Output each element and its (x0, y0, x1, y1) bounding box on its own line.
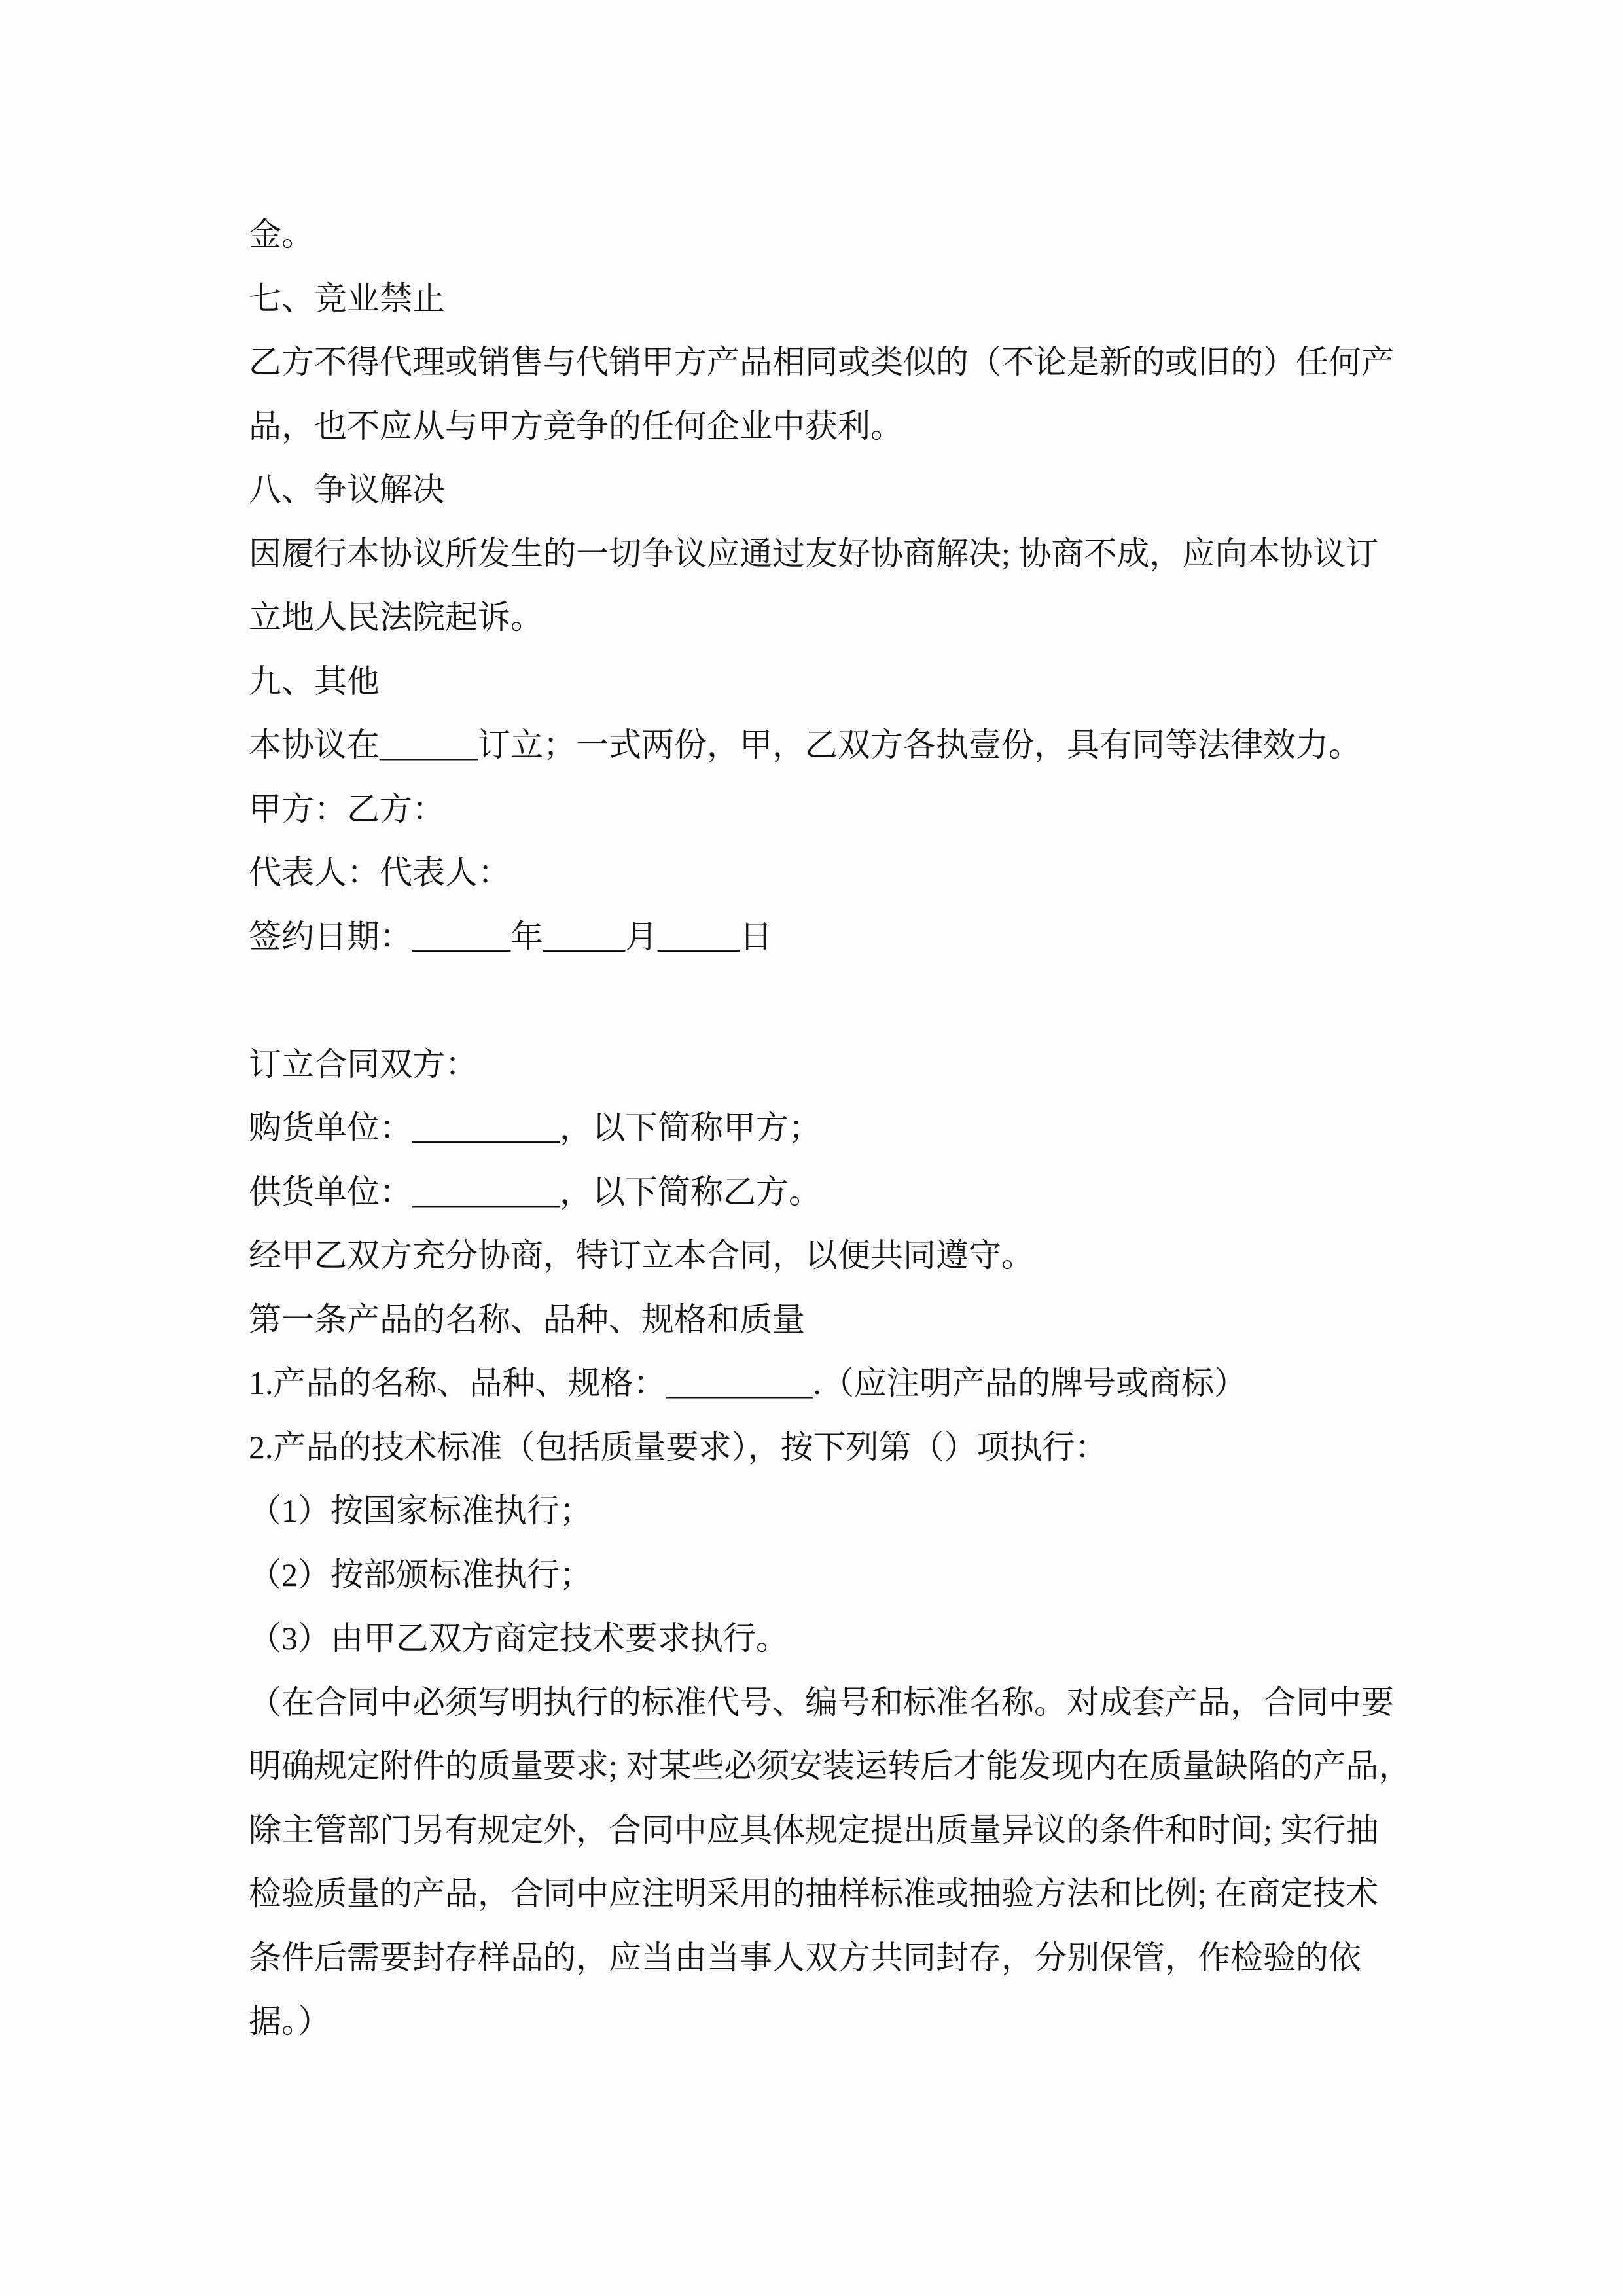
parties-intro-line: 订立合同双方： (249, 1045, 478, 1083)
text-line: 因履行本协议所发生的一切争议应通过友好协商解决; 协商不成，应向本协议订 (249, 535, 1379, 572)
section-heading: 第一条产品的名称、品种、规格和质量 (249, 1300, 805, 1338)
buyer-line: 购货单位：_________，以下简称甲方； (249, 1109, 821, 1146)
party-label-line: 甲方：乙方： (249, 790, 445, 827)
list-item: 2.产品的技术标准（包括质量要求），按下列第（）项执行： (249, 1428, 1108, 1465)
text-line: 据。） (249, 2003, 330, 2039)
text-line: 经甲乙双方充分协商，特订立本合同，以便共同遵守。 (249, 1237, 1034, 1274)
representative-line: 代表人：代表人： (249, 854, 510, 891)
list-item: （2）按部颁标准执行； (249, 1556, 592, 1593)
text-line: 金。 (249, 216, 314, 253)
text-line: 条件后需要封存样品的，应当由当事人双方共同封存，分别保管，作检验的依 (249, 1939, 1361, 1976)
text-line: 检验质量的产品，合同中应注明采用的抽样标准或抽验方法和比例; 在商定技术 (249, 1875, 1379, 1912)
list-item: 1.产品的名称、品种、规格：_________.（应注明产品的牌号或商标） (249, 1365, 1247, 1401)
supplier-line: 供货单位：_________，以下简称乙方。 (249, 1173, 821, 1210)
text-line: （在合同中必须写明执行的标准代号、编号和标准名称。对成套产品，合同中要 (249, 1683, 1394, 1721)
blank-line (249, 969, 1387, 1033)
list-item: （1）按国家标准执行； (249, 1492, 592, 1529)
text-line: 立地人民法院起诉。 (249, 599, 543, 636)
list-item: （3）由甲乙双方商定技术要求执行。 (249, 1620, 789, 1657)
document-body (249, 203, 1412, 2054)
text-line: 乙方不得代理或销售与代销甲方产品相同或类似的（不论是新的或旧的）任何产 (249, 344, 1394, 380)
text-line: 品，也不应从与甲方竞争的任何企业中获利。 (249, 407, 903, 444)
section-heading: 九、其他 (249, 662, 380, 700)
text-line: 除主管部门另有规定外，合同中应具体规定提出质量异议的条件和时间; 实行抽 (249, 1811, 1379, 1848)
section-heading: 八、争议解决 (249, 471, 445, 508)
sign-date-line: 签约日期：______年_____月_____日 (249, 918, 772, 955)
text-line: 明确规定附件的质量要求; 对某些必须安装运转后才能发现内在质量缺陷的产品， (249, 1748, 1412, 1784)
text-line: 本协议在______订立；一式两份，甲，乙双方各执壹份，具有同等法律效力。 (249, 726, 1361, 763)
section-heading: 七、竞业禁止 (249, 279, 445, 317)
